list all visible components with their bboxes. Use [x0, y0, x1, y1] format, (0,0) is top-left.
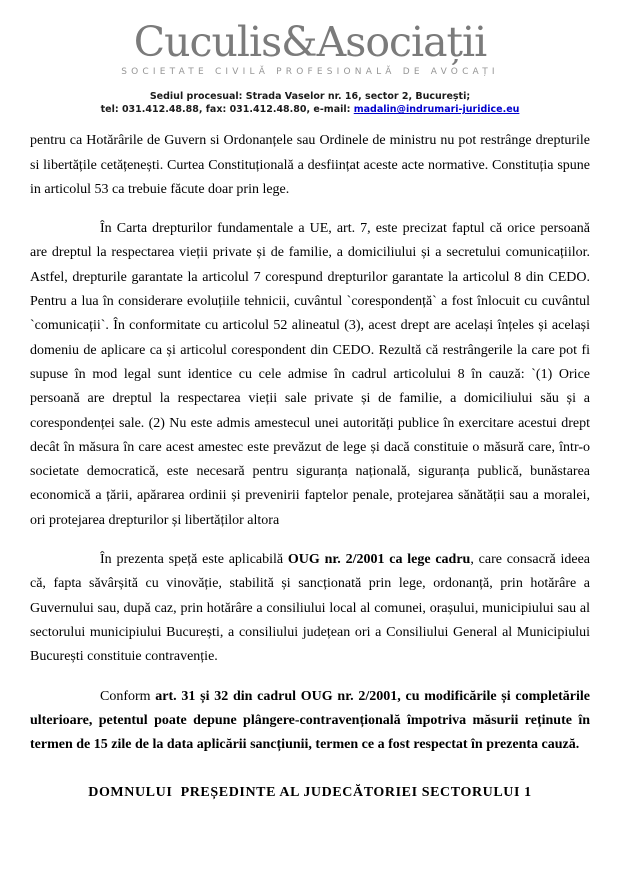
paragraph-art-31-32	[30, 685, 590, 758]
document-footer	[0, 785, 620, 801]
letterhead	[0, 20, 620, 116]
paragraph-constitution	[30, 129, 590, 202]
paragraph-bold-text: OUG nr. 2/2001 ca lege cadru	[287, 552, 471, 568]
law-firm-subtitle: SOCIETATE CIVILĂ PROFESIONALĂ DE AVOCAȚI	[121, 67, 499, 78]
contact-telfax-line	[0, 103, 620, 116]
paragraph-text: În prezenta speță este aplicabilă	[100, 552, 288, 568]
paragraph-oug-lege-cadru	[30, 548, 590, 669]
contact-address-line: Sediul procesual: Strada Vaselor nr. 16, sector 2, București;	[149, 91, 471, 103]
paragraph-text: În Carta drepturilor fundamentale a UE, art. 7, este precizat faptul că orice persoană are dreptul la respectarea vieții private și de familie, a domiciliului și a secretului comunicațiilor. Astfel, drepturile garantate la articolul 7 corespund drepturilor garantate la articolul 8 din CEDO. Pentru a lua în considerare evoluțiile tehnicii, cuvântul `corespondență` a fost înlocuit cu cuvântul `comunicații`. În conformitate cu articolul 52 alineatul (3), acest drept are același înțeles și același domeniu de aplicare ca și articolul corespondent din CEDO. Rezultă că restrângerile la care pot fi supuse în mod legal sunt identice cu cele admise în cadrul articolului 8 în cauză: `(1) Orice persoană are dreptul la respectarea vieții sale private și de familie, a domiciliului său și a corespondenței sale. (2) Nu este admis amestecul unei autorități publice în exercitare acestui drept decât în măsura în care acest amestec este prevăzut de lege și dacă constituie o măsură care, într-o societate democratică, este necesară pentru siguranța națională, siguranța publică, bunăstarea economică a țării, apărarea ordinii și prevenirii faptelor penale, protejarea sănătății sau a moralei, ori protejarea drepturilor și libertăților altora	[30, 221, 590, 528]
paragraph-carta-ue	[30, 217, 590, 533]
law-firm-logo: Cuculis&Asociații	[133, 18, 487, 66]
paragraph-text: Conform	[100, 688, 156, 704]
contact-block	[0, 90, 620, 116]
paragraph-text: pentru ca Hotărârile de Guvern si Ordonanțele sau Ordinele de ministru nu pot restrânge drepturile si libertățile cetățenești. Curtea Constituțională a desființat aceste acte normative. Constituția spune in articolul 53 ca trebuie făcute doar prin lege.	[30, 133, 590, 197]
paragraph-text: , care consacră ideea că, fapta săvârșită cu vinovăție, stabilită și sancționată prin lege, ordonanță, prin hotărâre a Guvernului sau, după caz, prin hotărâre a consiliului local al comunei, orașului, municipiului sau al sectorului municipiului București, a consiliului județean ori a Consiliului General al Municipiului București constituie contravenție.	[30, 552, 591, 665]
addressee-heading: DOMNULUI PREȘEDINTE AL JUDECĂTORIEI SECTORULUI 1	[88, 785, 532, 801]
document-body	[30, 129, 590, 757]
contact-email-link[interactable]: madalin@indrumari-juridice.eu	[353, 104, 520, 116]
contact-telfax-text: tel: 031.412.48.88, fax: 031.412.48.80, e-mail:	[100, 104, 354, 116]
paragraph-bold-text: art. 31 și 32 din cadrul OUG nr. 2/2001, cu modificările și completările ulterioare, petentul poate depune plângere-contravențională împotriva măsurii reținute în termen de 15 zile de la data aplicării sancțiunii, termen ce a fost respectat în prezenta cauză.	[30, 688, 590, 753]
